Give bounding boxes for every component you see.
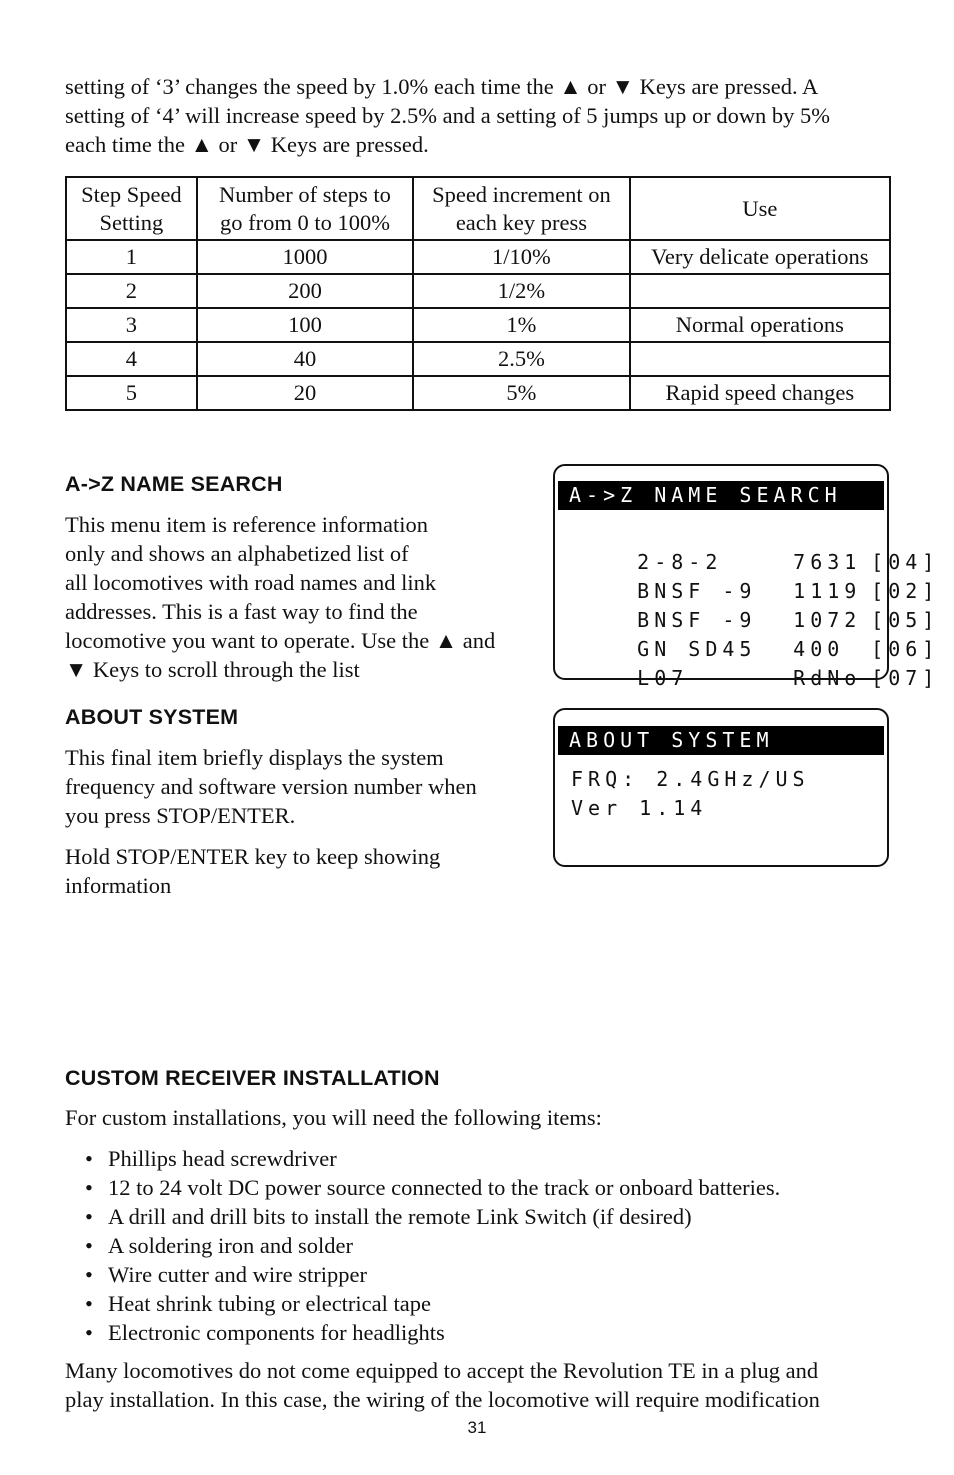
page-number: 31	[467, 1418, 487, 1437]
bullet: •	[85, 1320, 93, 1345]
custom-install-intro: For custom installations, you will need the following items:	[65, 1105, 602, 1130]
intro-line: setting of ‘4’ will increase speed by 2.5% and a setting of 5 jumps up or down by 5%	[65, 103, 831, 128]
description-line: This final item briefly displays the system	[65, 745, 444, 770]
step-speed-table	[65, 176, 891, 411]
header-speed-increment: Speed increment on each key press	[413, 177, 629, 240]
description-line: ▼ Keys to scroll through the list	[65, 657, 360, 682]
description-line: information	[65, 873, 172, 898]
lcd-entry-name: BNSF -9	[637, 579, 757, 603]
lcd-entry-number: 1119	[793, 579, 862, 603]
about-system-lcd-screen	[553, 708, 889, 867]
description-line: This menu item is reference information	[65, 512, 428, 537]
lcd-entry-name: L07	[637, 666, 689, 690]
table-cell: 20	[197, 376, 413, 410]
bullet: •	[85, 1204, 93, 1229]
lcd-entry-address: [02]	[871, 579, 940, 603]
bullet: •	[85, 1146, 93, 1171]
lcd-entry-number: RdNo	[793, 666, 862, 690]
description-line: addresses. This is a fast way to find the	[65, 599, 418, 624]
table-cell: 1/10%	[413, 240, 629, 274]
table-cell: 1	[66, 240, 197, 274]
closing-line: Many locomotives do not come equipped to accept the Revolution TE in a plug and	[65, 1358, 819, 1383]
custom-install-closing	[65, 1356, 820, 1414]
description-line: only and shows an alphabetized list of	[65, 541, 409, 566]
table-cell: 40	[197, 342, 413, 376]
name-search-lcd-screen	[553, 464, 940, 690]
table-row	[66, 376, 890, 410]
table-cell: 4	[66, 342, 197, 376]
description-line: you press STOP/ENTER.	[65, 803, 296, 828]
table-cell	[630, 342, 890, 376]
custom-install-heading: CUSTOM RECEIVER INSTALLATION	[65, 1066, 440, 1090]
about-system-hold-note	[65, 842, 440, 900]
bullet: •	[85, 1291, 93, 1316]
table-cell: Rapid speed changes	[630, 376, 890, 410]
header-step-speed-setting: Step Speed Setting	[66, 177, 197, 240]
table-cell: 5	[66, 376, 197, 410]
list-item: • 12 to 24 volt DC power source connected to the track or onboard batteries.	[85, 1175, 781, 1200]
list-item: • Wire cutter and wire stripper	[85, 1262, 367, 1287]
bullet: •	[85, 1175, 93, 1200]
lcd-entry-address: [05]	[871, 608, 940, 632]
closing-line: play installation. In this case, the wiring of the locomotive will require modification	[65, 1387, 820, 1412]
required-items-list	[85, 1144, 780, 1347]
list-item: • A soldering iron and solder	[85, 1233, 353, 1258]
header-number-of-steps: Number of steps to go from 0 to 100%	[197, 177, 413, 240]
table-cell: Normal operations	[630, 308, 890, 342]
bullet: •	[85, 1233, 93, 1258]
description-line: all locomotives with road names and link	[65, 570, 437, 595]
list-item: • A drill and drill bits to install the remote Link Switch (if desired)	[85, 1204, 692, 1229]
table-cell: 1000	[197, 240, 413, 274]
name-search-heading: A->Z NAME SEARCH	[65, 472, 283, 496]
table-cell: 200	[197, 274, 413, 308]
about-system-heading: ABOUT SYSTEM	[65, 705, 239, 729]
table-cell: Very delicate operations	[630, 240, 890, 274]
lcd-entry-name: 2-8-2	[637, 550, 723, 574]
description-line: Hold STOP/ENTER key to keep showing	[65, 844, 441, 869]
lcd-entry-number: 1072	[793, 608, 862, 632]
table-cell: 1%	[413, 308, 629, 342]
lcd-entry-number: 400	[793, 637, 845, 661]
description-line: locomotive you want to operate. Use the ▲ and	[65, 628, 496, 653]
bullet: •	[85, 1262, 93, 1287]
list-item: • Phillips head screwdriver	[85, 1146, 337, 1171]
table-cell: 2.5%	[413, 342, 629, 376]
table-cell: 2	[66, 274, 197, 308]
lcd-entry-address: [07]	[871, 666, 940, 690]
table-cell	[630, 274, 890, 308]
table-cell: 3	[66, 308, 197, 342]
table-row	[66, 342, 890, 376]
intro-paragraph	[65, 72, 830, 159]
lcd-entry-number: 7631	[793, 550, 862, 574]
name-search-description	[65, 510, 495, 684]
header-use: Use	[630, 177, 890, 240]
lcd-entry-address: [04]	[871, 550, 940, 574]
description-line: frequency and software version number when	[65, 774, 477, 799]
table-cell: 100	[197, 308, 413, 342]
lcd-line: Ver 1.14	[571, 796, 708, 820]
list-item: • Heat shrink tubing or electrical tape	[85, 1291, 431, 1316]
lcd-entry-name: BNSF -9	[637, 608, 757, 632]
about-system-description	[65, 743, 477, 830]
table-cell: 1/2%	[413, 274, 629, 308]
intro-line: each time the ▲ or ▼ Keys are pressed.	[65, 132, 429, 157]
table-cell: 5%	[413, 376, 629, 410]
lcd-title-bar: A->Z NAME SEARCH	[558, 481, 884, 510]
table-row	[66, 274, 890, 308]
lcd-entry-name: GN SD45	[637, 637, 757, 661]
lcd-title-bar: ABOUT SYSTEM	[558, 726, 884, 755]
table-row	[66, 308, 890, 342]
table-row	[66, 240, 890, 274]
intro-line: setting of ‘3’ changes the speed by 1.0% each time the ▲ or ▼ Keys are pressed. A	[65, 74, 819, 99]
list-item: • Electronic components for headlights	[85, 1320, 445, 1345]
table-header-row	[66, 177, 890, 240]
lcd-line: FRQ: 2.4GHz/US	[571, 767, 810, 791]
lcd-entry-address: [06]	[871, 637, 940, 661]
